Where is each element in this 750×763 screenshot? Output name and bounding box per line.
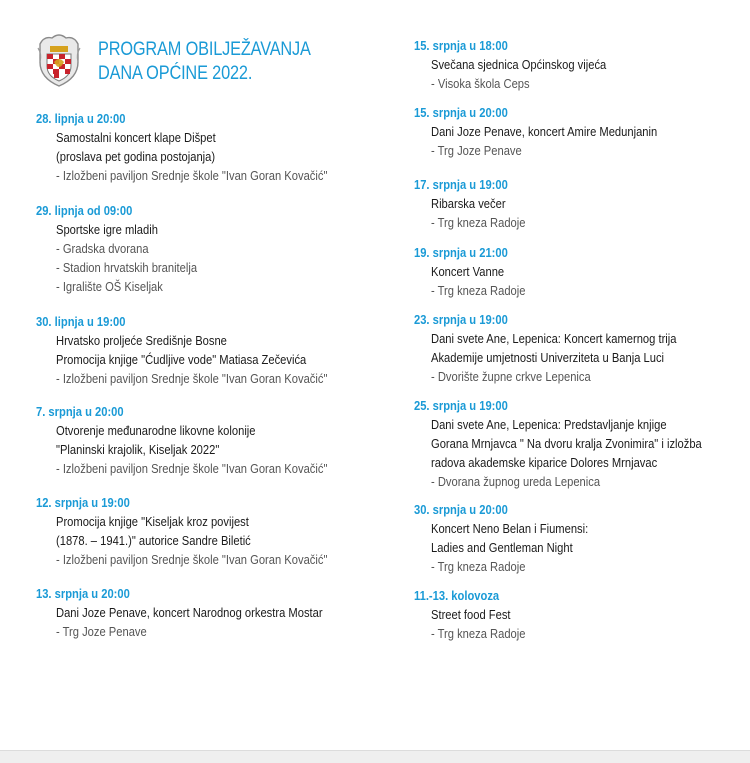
event-item — [414, 587, 750, 643]
event-item — [36, 494, 376, 569]
event-description: Dani svete Ane, Lepenica: Koncert kamernog trija — [431, 331, 677, 346]
event-item — [414, 244, 750, 300]
title-line-2: DANA OPĆINE 2022. — [98, 63, 253, 84]
event-date: 12. srpnja u 19:00 — [36, 495, 130, 510]
event-location: - Trg Joze Penave — [431, 143, 522, 158]
program-title — [98, 38, 311, 86]
event-item — [36, 585, 376, 641]
event-location: - Igralište OŠ Kiseljak — [56, 279, 163, 294]
event-date: 13. srpnja u 20:00 — [36, 586, 130, 601]
event-item — [414, 37, 750, 93]
event-date: 11.-13. kolovoza — [414, 588, 500, 603]
event-description: Dani Joze Penave, koncert Narodnog orkestra Mostar — [56, 605, 323, 620]
event-item — [36, 313, 376, 388]
event-description: (1878. – 1941.)" autorice Sandre Biletić — [56, 533, 251, 548]
event-description: Sportske igre mladih — [56, 222, 158, 237]
event-item — [36, 202, 376, 296]
event-description: Koncert Neno Belan i Fiumensi: — [431, 521, 589, 536]
event-location: - Izložbeni paviljon Srednje škole "Ivan Goran Kovačić" — [56, 552, 328, 567]
event-date: 28. lipnja u 20:00 — [36, 111, 126, 126]
event-location: - Dvorište župne crkve Lepenica — [431, 369, 591, 384]
event-date: 25. srpnja u 19:00 — [414, 398, 508, 413]
event-item — [414, 311, 750, 386]
event-location: - Visoka škola Ceps — [431, 76, 530, 91]
event-item — [36, 110, 376, 185]
event-location: - Izložbeni paviljon Srednje škole "Ivan Goran Kovačić" — [56, 461, 328, 476]
event-location: - Stadion hrvatskih branitelja — [56, 260, 198, 275]
municipality-crest-icon — [34, 32, 84, 88]
event-description: Promocija knjige "Kiseljak kroz povijest — [56, 514, 249, 529]
event-item — [36, 403, 376, 478]
event-description: Otvorenje međunarodne likovne kolonije — [56, 423, 256, 438]
event-date: 15. srpnja u 20:00 — [414, 105, 508, 120]
event-location: - Trg Joze Penave — [56, 624, 147, 639]
event-location: - Trg kneza Radoje — [431, 626, 526, 641]
event-date: 15. srpnja u 18:00 — [414, 38, 508, 53]
bottom-strip — [0, 750, 750, 763]
event-item — [414, 104, 750, 160]
event-description: Hrvatsko proljeće Središnje Bosne — [56, 333, 227, 348]
event-description: Gorana Mrnjavca " Na dvoru kralja Zvonimira" i izložba — [431, 436, 702, 451]
event-location: - Izložbeni paviljon Srednje škole "Ivan Goran Kovačić" — [56, 168, 328, 183]
event-description: "Planinski krajolik, Kiseljak 2022" — [56, 442, 220, 457]
event-item — [414, 397, 750, 491]
event-description: Ribarska večer — [431, 196, 506, 211]
event-location: - Izložbeni paviljon Srednje škole "Ivan Goran Kovačić" — [56, 371, 328, 386]
event-description: Promocija knjige "Ćudljive vode" Matiasa Zečevića — [56, 352, 307, 367]
event-description: Svečana sjednica Općinskog vijeća — [431, 57, 607, 72]
event-description: Dani svete Ane, Lepenica: Predstavljanje knjige — [431, 417, 667, 432]
event-location: - Gradska dvorana — [56, 241, 149, 256]
title-line-1: PROGRAM OBILJEŽAVANJA — [98, 39, 311, 60]
event-description: Dani Joze Penave, koncert Amire Medunjanin — [431, 124, 658, 139]
event-date: 30. srpnja u 20:00 — [414, 502, 508, 517]
event-date: 23. srpnja u 19:00 — [414, 312, 508, 327]
event-item — [414, 501, 750, 576]
event-date: 7. srpnja u 20:00 — [36, 404, 124, 419]
event-date: 30. lipnja u 19:00 — [36, 314, 126, 329]
event-location: - Trg kneza Radoje — [431, 559, 526, 574]
event-date: 19. srpnja u 21:00 — [414, 245, 508, 260]
event-description: Akademije umjetnosti Univerziteta u Banja Luci — [431, 350, 665, 365]
event-date: 29. lipnja od 09:00 — [36, 203, 133, 218]
event-location: - Dvorana župnog ureda Lepenica — [431, 474, 601, 489]
event-description: radova akademske kiparice Dolores Mrnjavac — [431, 455, 658, 470]
event-item — [414, 176, 750, 232]
event-date: 17. srpnja u 19:00 — [414, 177, 508, 192]
event-description: (proslava pet godina postojanja) — [56, 149, 216, 164]
event-description: Street food Fest — [431, 607, 511, 622]
event-description: Koncert Vanne — [431, 264, 505, 279]
event-location: - Trg kneza Radoje — [431, 215, 526, 230]
event-location: - Trg kneza Radoje — [431, 283, 526, 298]
event-description: Ladies and Gentleman Night — [431, 540, 573, 555]
event-description: Samostalni koncert klape Dišpet — [56, 130, 216, 145]
